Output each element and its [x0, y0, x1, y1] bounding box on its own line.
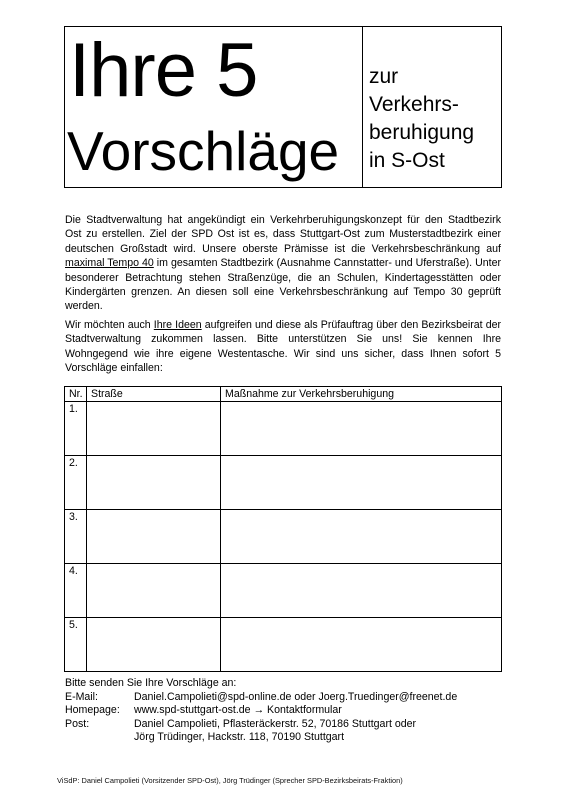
title-line1: Ihre 5 [69, 28, 258, 113]
column-header-measure: Maßnahme zur Verkehrsberuhigung [221, 387, 502, 402]
email-label: E-Mail: [65, 690, 98, 703]
intro-text-start: Die Stadtverwaltung hat angekündigt ein Verkehrberuhigungskonzept für den Stadtbezirk Ost zu erstellen. Ziel der SPD Ost ist es, dass Stuttgart-Ost zum Musterstadtbezirk einer deutschen Großstadt wird. Unsere oberste Prämisse ist die Verkehrsbeschränkung auf [65, 214, 501, 255]
homepage-value[interactable]: www.spd-stuttgart-ost.de → Kontaktformular [134, 704, 342, 717]
email-value[interactable]: Daniel.Campolieti@spd-online.de oder Joerg.Truedinger@freenet.de [134, 690, 458, 703]
ideas-paragraph [65, 318, 501, 376]
table-row [65, 402, 502, 456]
measure-cell[interactable] [221, 456, 502, 510]
measure-cell[interactable] [221, 510, 502, 564]
column-header-street: Straße [87, 387, 221, 402]
measure-cell[interactable] [221, 402, 502, 456]
row-number: 4. [65, 564, 87, 618]
contact-intro: Bitte senden Sie Ihre Vorschläge an: [65, 677, 237, 689]
intro-text-end: im gesamten Stadtbezirk (Ausnahme Cannstatter- und Uferstraße). Unter besonderer Betrachtung stehen Straßenzüge, die an Schulen, Kindertagesstätten oder Kindergärten grenzen. An diesen soll eine Verkehrsbeschränkung auf Tempo 30 geprüft werden. [65, 257, 501, 313]
post-address-line2: Jörg Trüdinger, Hackstr. 118, 70190 Stuttgart [134, 731, 345, 744]
row-number: 5. [65, 618, 87, 672]
intro-text-emphasis: maximal Tempo 40 [65, 257, 154, 270]
ideas-text-start: Wir möchten auch [65, 319, 154, 331]
post-address-line1: Daniel Campolieti, Pflasteräckerstr. 52, 70186 Stuttgart oder [134, 717, 417, 730]
street-cell[interactable] [87, 510, 221, 564]
homepage-label: Homepage: [65, 704, 120, 717]
column-header-nr: Nr. [65, 387, 87, 402]
title-subtitle [363, 27, 501, 187]
title-box [64, 26, 502, 188]
measure-cell[interactable] [221, 564, 502, 618]
post-label: Post: [65, 717, 90, 730]
title-line2: Vorschläge [67, 120, 340, 182]
table-header-row [65, 387, 502, 402]
subtitle-line: zur [369, 65, 399, 88]
contact-block [65, 677, 505, 745]
ideas-text-end: aufgreifen und diese als Prüfauftrag über den Bezirksbeirat der Stadtverwaltung zukommen lassen. Bitte unterstützen Sie uns! Sie kennen Ihre Wohngegend wie ihre eigene Westentasche. Wir sind uns sicher, dass Ihnen sofort 5 Vorschläge einfallen: [65, 319, 501, 375]
table-row [65, 618, 502, 672]
post-row-2 [65, 731, 505, 745]
table-row [65, 510, 502, 564]
title-main [65, 27, 363, 187]
subtitle-line: in S-Ost [369, 149, 445, 172]
imprint-footer: ViSdP: Daniel Campolieti (Vorsitzender SPD-Ost), Jörg Trüdinger (Sprecher SPD-Bezirksbeirats-Fraktion) [57, 776, 403, 785]
subtitle-line: Verkehrs- [369, 93, 459, 116]
street-cell[interactable] [87, 456, 221, 510]
email-row [65, 691, 505, 705]
table-row [65, 564, 502, 618]
street-cell[interactable] [87, 564, 221, 618]
row-number: 2. [65, 456, 87, 510]
measure-cell[interactable] [221, 618, 502, 672]
post-row [65, 718, 505, 732]
suggestion-table [64, 386, 502, 672]
street-cell[interactable] [87, 618, 221, 672]
row-number: 1. [65, 402, 87, 456]
post-label-spacer [65, 731, 134, 745]
table-row [65, 456, 502, 510]
ideas-text-emphasis: Ihre Ideen [153, 319, 202, 331]
street-cell[interactable] [87, 402, 221, 456]
intro-paragraph [65, 213, 501, 314]
subtitle-line: beruhigung [369, 121, 475, 144]
row-number: 3. [65, 510, 87, 564]
homepage-row [65, 704, 505, 718]
